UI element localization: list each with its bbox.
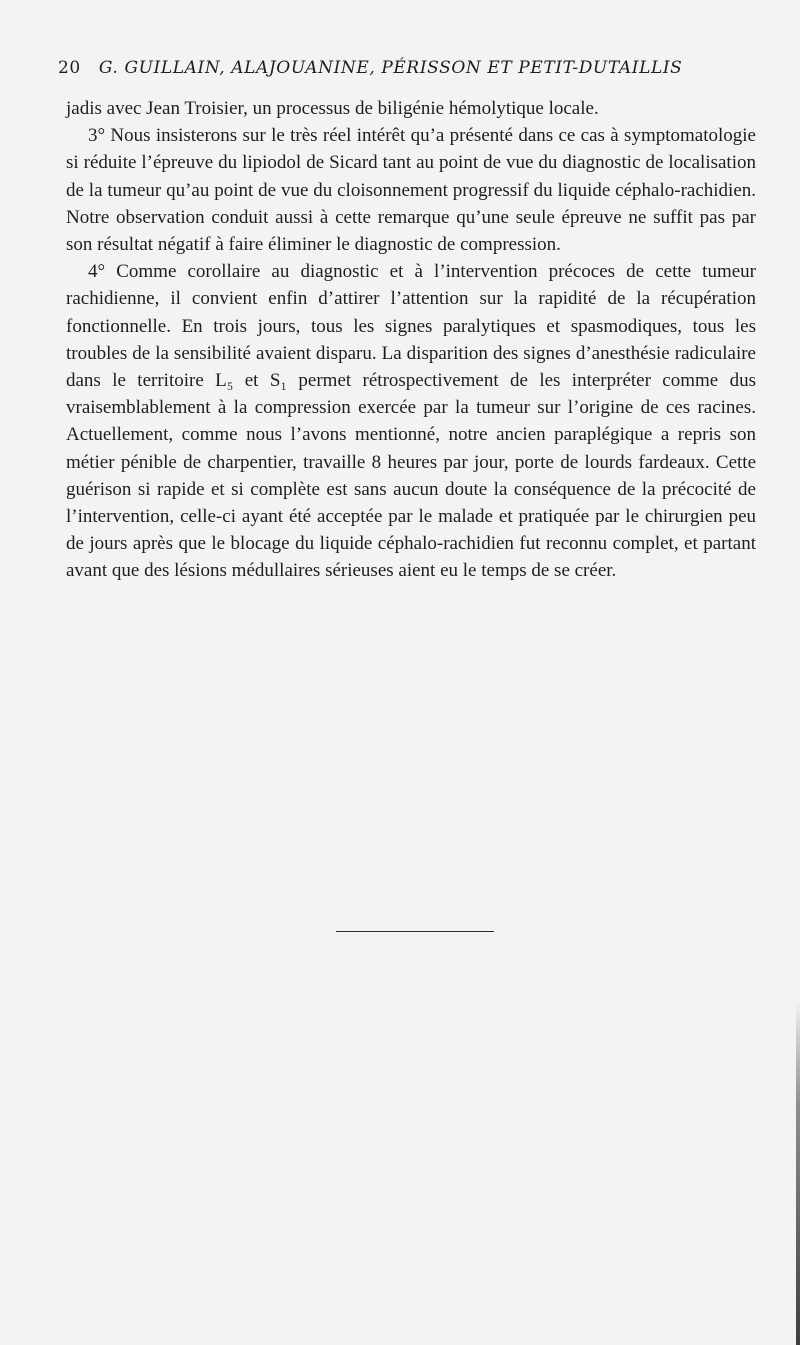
paragraph-point-4: 4° Comme corollaire au diagnostic et à l’intervention précoces de cette tumeur rachidienne, il convient enfin d’attirer l’attention sur la rapidité de la récupération fonctionnelle. En trois jours, tous les signes paralytiques et spasmodiques, tous les troubles de la sensibilité avaient disparu. La disparition des signes d’anesthésie radiculaire dans le territoire L₅ et S₁ permet rétrospectivement de les interpréter comme dus vraisemblablement à la compression exercée par la tumeur sur l’origine de ces racines. Actuellement, comme nous l’avons mentionné, notre ancien paraplégique a repris son métier pénible de charpentier, travaille 8 heures par jour, porte de lourds fardeaux. Cette guérison si rapide et si complète est sans aucun doute la conséquence de la précocité de l’intervention, celle-ci ayant été acceptée par le malade et pratiquée par le chirurgien peu de jours après que le blocage du liquide céphalo-rachidien fut reconnu complet, et partant avant que des lésions médullaires sérieuses aient eu le temps de se créer. xyxy=(66,261,756,582)
page-number: 20 xyxy=(58,58,81,78)
paragraph-continuation: jadis avec Jean Troisier, un processus de biligénie hémolytique locale. xyxy=(66,98,599,119)
body-text xyxy=(66,95,756,585)
paragraph-point-3: 3° Nous insisterons sur le très réel intérêt qu’a présenté dans ce cas à symptomatologie si réduite l’épreuve du lipiodol de Sicard tant au point de vue du diagnostic de localisation de la tumeur qu’au point de vue du cloisonnement progressif du liquide céphalo-rachidien. Notre observation conduit aussi à cette remarque qu’une seule épreuve ne suffit pas par son résultat négatif à faire éliminer le diagnostic de compression. xyxy=(66,125,756,256)
scan-edge-shadow xyxy=(796,1000,800,1345)
running-header xyxy=(58,58,758,78)
end-rule xyxy=(336,931,494,932)
running-title: G. GUILLAIN, ALAJOUANINE, PÉRISSON ET PETIT-DUTAILLIS xyxy=(98,58,683,78)
